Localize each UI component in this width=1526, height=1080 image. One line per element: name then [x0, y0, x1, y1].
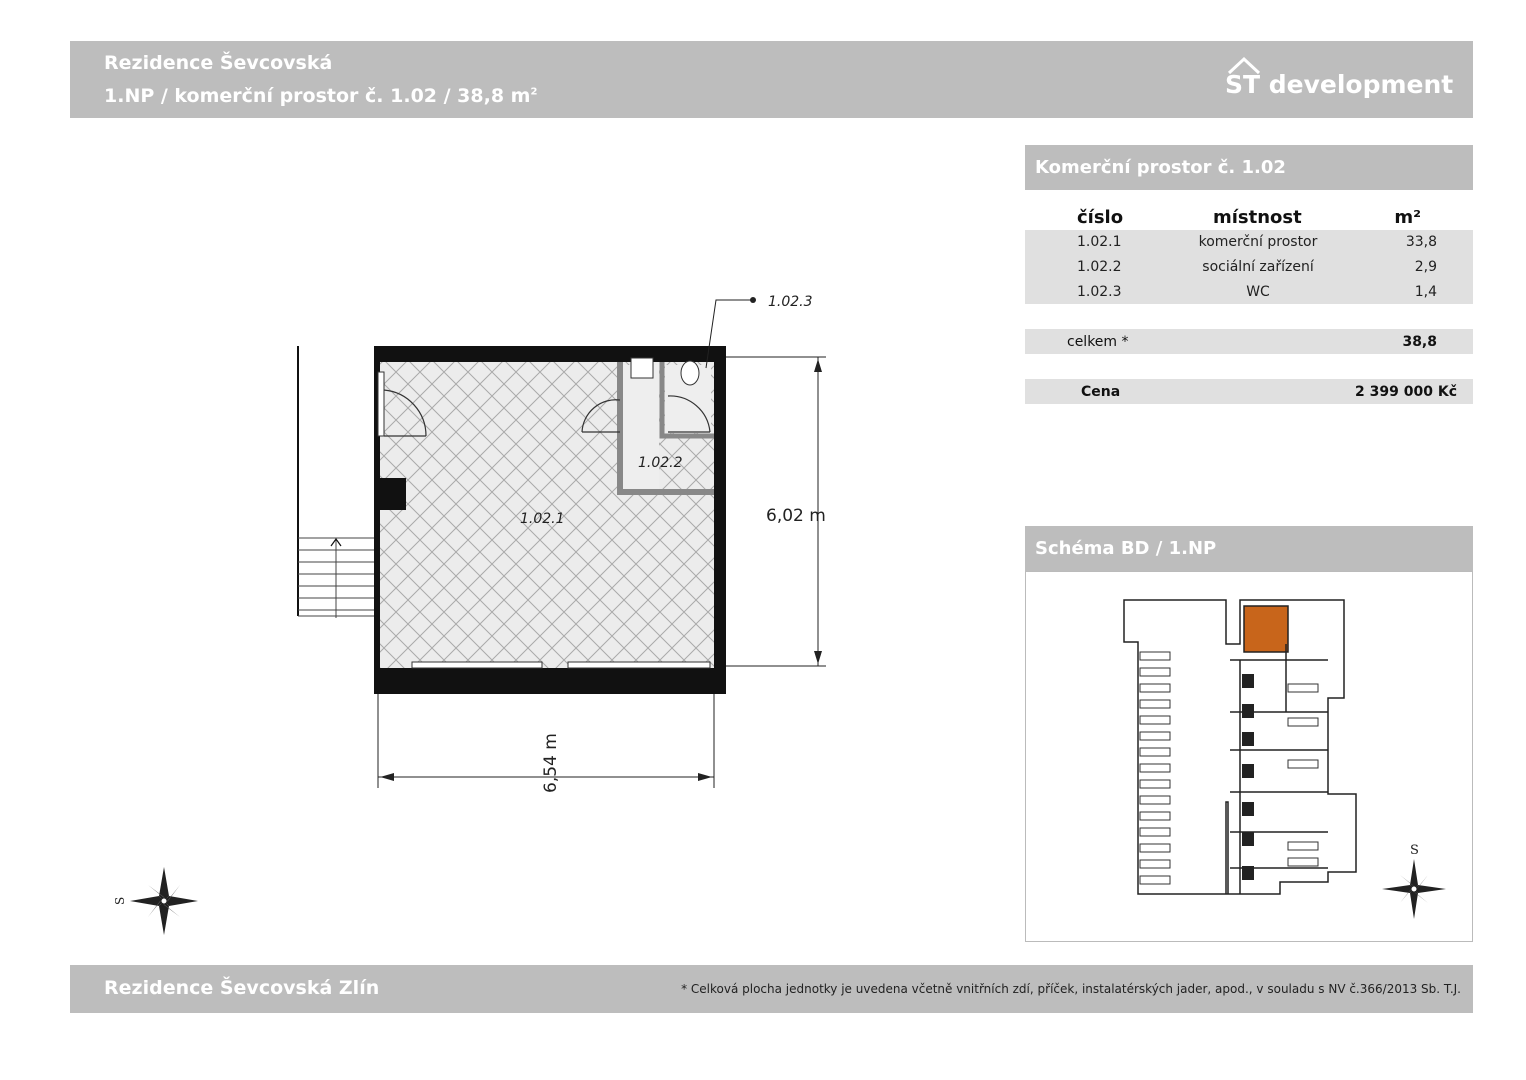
schema-compass-icon — [1382, 859, 1446, 919]
total-row — [1025, 329, 1473, 354]
col-number: číslo — [1077, 207, 1124, 228]
schema-compass-label: S — [1410, 843, 1419, 858]
area-table — [1025, 230, 1473, 304]
dim-height: 6,02 m — [766, 506, 826, 526]
room-label-wc: 1.02.3 — [768, 294, 813, 310]
compass-icon — [130, 867, 198, 935]
schema-box — [1025, 571, 1473, 942]
compass-label: S — [113, 896, 127, 905]
price-label: Cena — [1081, 384, 1121, 400]
footer-bar — [70, 965, 1473, 1013]
dim-width: 6,54 m — [541, 733, 561, 793]
wall-right — [714, 346, 726, 694]
unit-panel-title: Komerční prostor č. 1.02 — [1025, 145, 1473, 190]
col-room: místnost — [1213, 207, 1302, 228]
total-label: celkem * — [1067, 334, 1129, 350]
price-row — [1025, 379, 1473, 404]
area-table-header — [1025, 205, 1473, 229]
footer-note: * Celková plocha jednotky je uvedena včetně vnitřních zdí, příček, instalatérských jader, apod., v souladu s NV č.366/2013 Sb. T.J. — [681, 982, 1461, 996]
room-label-main: 1.02.1 — [520, 511, 565, 527]
wall-bottom — [374, 668, 726, 694]
building-schema — [1026, 572, 1472, 941]
unit-subtitle: 1.NP / komerční prostor č. 1.02 / 38,8 $m^2$ — [104, 85, 538, 107]
room-label-social: 1.02.2 — [638, 455, 683, 471]
wall-top — [374, 346, 726, 362]
column — [376, 478, 406, 510]
col-area: m² — [1394, 207, 1421, 228]
highlighted-unit — [1244, 606, 1288, 652]
price-value: 2 399 000 Kč — [1355, 384, 1457, 400]
project-title: Rezidence Ševcovská — [104, 52, 333, 74]
table-row: 1.02.1 komerční prostor 33,8 — [1077, 234, 1437, 250]
table-row: 1.02.3 WC 1,4 — [1077, 284, 1437, 300]
schema-title: Schéma BD / 1.NP — [1025, 526, 1473, 571]
logo-text: ST development — [1225, 70, 1454, 99]
footer-title: Rezidence Ševcovská Zlín — [104, 977, 380, 999]
table-row: 1.02.2 sociální zařízení 2,9 — [1077, 259, 1437, 275]
total-value: 38,8 — [1402, 334, 1437, 350]
st-development-logo — [1225, 55, 1454, 105]
